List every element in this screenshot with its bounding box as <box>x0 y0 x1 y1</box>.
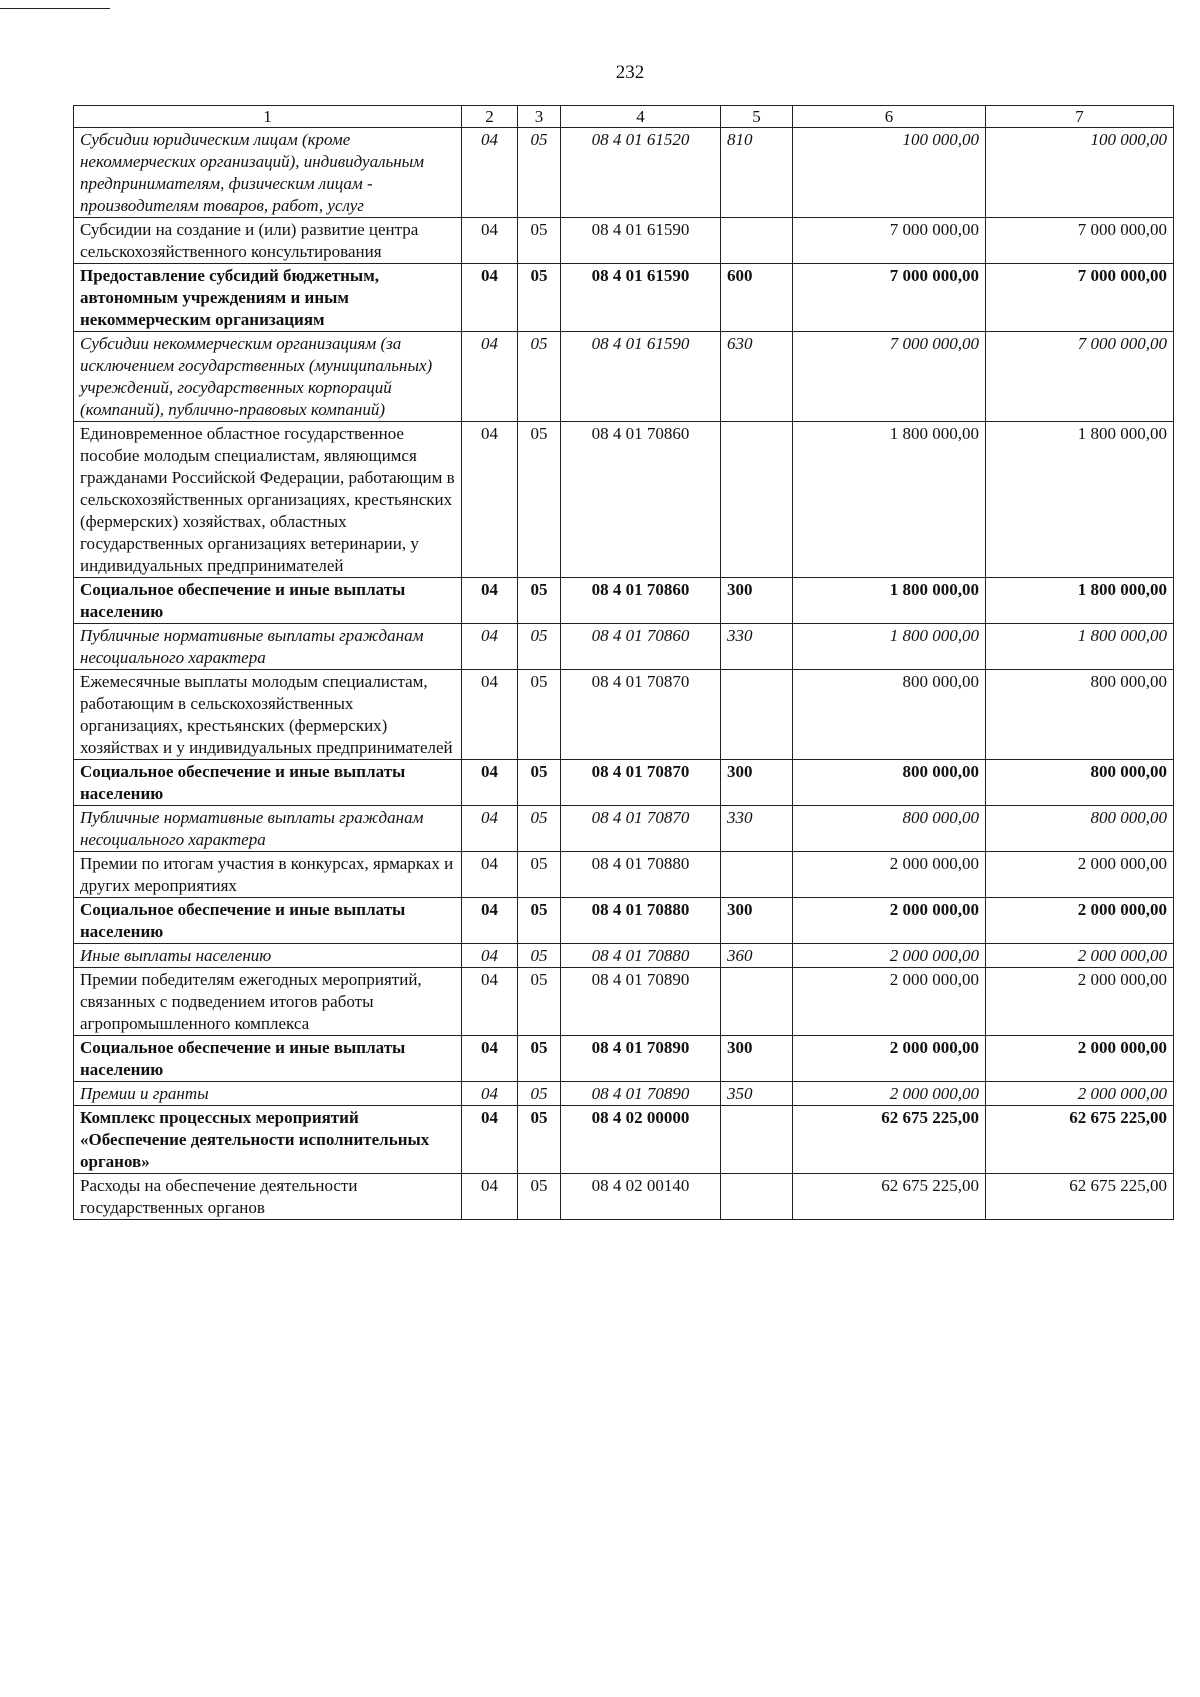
amount-year2-cell: 800 000,00 <box>986 670 1174 760</box>
subsection-code-cell: 05 <box>518 1106 561 1174</box>
target-article-cell: 08 4 01 70870 <box>561 670 721 760</box>
expense-type-cell: 330 <box>721 624 793 670</box>
table-row <box>74 806 1174 852</box>
row-name-cell: Ежемесячные выплаты молодым специалистам, работающим в сельскохозяйственных организациях, крестьянских (фермерских) хозяйствах и у индивидуальных предпринимателей <box>74 670 462 760</box>
table-row <box>74 332 1174 422</box>
target-article-cell: 08 4 01 61590 <box>561 218 721 264</box>
target-article-cell: 08 4 01 61520 <box>561 128 721 218</box>
row-name-cell: Единовременное областное государственное пособие молодым специалистам, являющимся гражданами Российской Федерации, работающим в сельскохозяйственных организациях, крестьянских (фермерских) хозяйствах, областных государственных организациях ветеринарии, у индивидуальных предпринимателей <box>74 422 462 578</box>
amount-year1-cell: 7 000 000,00 <box>793 332 986 422</box>
subsection-code-cell: 05 <box>518 1082 561 1106</box>
target-article-cell: 08 4 01 61590 <box>561 264 721 332</box>
row-name-cell: Социальное обеспечение и иные выплаты населению <box>74 760 462 806</box>
expense-type-cell: 600 <box>721 264 793 332</box>
table-row <box>74 944 1174 968</box>
amount-year1-cell: 7 000 000,00 <box>793 264 986 332</box>
expense-type-cell: 300 <box>721 760 793 806</box>
expense-type-cell: 300 <box>721 898 793 944</box>
amount-year1-cell: 800 000,00 <box>793 670 986 760</box>
amount-year2-cell: 7 000 000,00 <box>986 264 1174 332</box>
column-header: 3 <box>518 106 561 128</box>
amount-year1-cell: 2 000 000,00 <box>793 898 986 944</box>
amount-year2-cell: 2 000 000,00 <box>986 1082 1174 1106</box>
amount-year1-cell: 62 675 225,00 <box>793 1106 986 1174</box>
amount-year1-cell: 62 675 225,00 <box>793 1174 986 1220</box>
section-code-cell: 04 <box>462 128 518 218</box>
target-article-cell: 08 4 01 70860 <box>561 624 721 670</box>
table-row <box>74 670 1174 760</box>
amount-year1-cell: 1 800 000,00 <box>793 422 986 578</box>
subsection-code-cell: 05 <box>518 422 561 578</box>
page-number: 232 <box>615 62 645 83</box>
expense-type-cell: 300 <box>721 1036 793 1082</box>
section-code-cell: 04 <box>462 1106 518 1174</box>
section-code-cell: 04 <box>462 852 518 898</box>
section-code-cell: 04 <box>462 422 518 578</box>
row-name-cell: Иные выплаты населению <box>74 944 462 968</box>
subsection-code-cell: 05 <box>518 944 561 968</box>
row-name-cell: Публичные нормативные выплаты гражданам несоциального характера <box>74 624 462 670</box>
row-name-cell: Комплекс процессных мероприятий «Обеспечение деятельности исполнительных органов» <box>74 1106 462 1174</box>
table-row <box>74 1106 1174 1174</box>
section-code-cell: 04 <box>462 1174 518 1220</box>
section-code-cell: 04 <box>462 264 518 332</box>
subsection-code-cell: 05 <box>518 264 561 332</box>
expense-type-cell <box>721 422 793 578</box>
amount-year1-cell: 100 000,00 <box>793 128 986 218</box>
subsection-code-cell: 05 <box>518 1174 561 1220</box>
row-name-cell: Расходы на обеспечение деятельности государственных органов <box>74 1174 462 1220</box>
table-row <box>74 264 1174 332</box>
row-name-cell: Премии и гранты <box>74 1082 462 1106</box>
expense-type-cell: 330 <box>721 806 793 852</box>
row-name-cell: Субсидии юридическим лицам (кроме некоммерческих организаций), индивидуальным предпринимателям, физическим лицам - производителям товаров, работ, услуг <box>74 128 462 218</box>
scan-corner-mark <box>0 0 110 9</box>
target-article-cell: 08 4 01 70860 <box>561 578 721 624</box>
column-header: 4 <box>561 106 721 128</box>
target-article-cell: 08 4 01 70890 <box>561 1036 721 1082</box>
target-article-cell: 08 4 02 00000 <box>561 1106 721 1174</box>
target-article-cell: 08 4 01 70870 <box>561 760 721 806</box>
expense-type-cell <box>721 218 793 264</box>
expense-type-cell: 630 <box>721 332 793 422</box>
subsection-code-cell: 05 <box>518 128 561 218</box>
table-header-row <box>74 106 1174 128</box>
row-name-cell: Субсидии на создание и (или) развитие центра сельскохозяйственного консультирования <box>74 218 462 264</box>
expense-type-cell <box>721 968 793 1036</box>
section-code-cell: 04 <box>462 1082 518 1106</box>
row-name-cell: Публичные нормативные выплаты гражданам несоциального характера <box>74 806 462 852</box>
section-code-cell: 04 <box>462 898 518 944</box>
target-article-cell: 08 4 01 70890 <box>561 968 721 1036</box>
amount-year2-cell: 2 000 000,00 <box>986 852 1174 898</box>
expense-type-cell: 360 <box>721 944 793 968</box>
section-code-cell: 04 <box>462 578 518 624</box>
amount-year2-cell: 1 800 000,00 <box>986 578 1174 624</box>
table-row <box>74 128 1174 218</box>
amount-year2-cell: 2 000 000,00 <box>986 898 1174 944</box>
amount-year2-cell: 62 675 225,00 <box>986 1174 1174 1220</box>
subsection-code-cell: 05 <box>518 898 561 944</box>
expense-type-cell: 300 <box>721 578 793 624</box>
amount-year2-cell: 100 000,00 <box>986 128 1174 218</box>
subsection-code-cell: 05 <box>518 578 561 624</box>
amount-year2-cell: 1 800 000,00 <box>986 624 1174 670</box>
table-row <box>74 968 1174 1036</box>
amount-year2-cell: 800 000,00 <box>986 806 1174 852</box>
amount-year1-cell: 1 800 000,00 <box>793 624 986 670</box>
expense-type-cell: 810 <box>721 128 793 218</box>
section-code-cell: 04 <box>462 944 518 968</box>
amount-year2-cell: 62 675 225,00 <box>986 1106 1174 1174</box>
table-row <box>74 1036 1174 1082</box>
budget-table <box>73 105 1174 1220</box>
amount-year2-cell: 7 000 000,00 <box>986 332 1174 422</box>
table-row <box>74 422 1174 578</box>
amount-year1-cell: 800 000,00 <box>793 760 986 806</box>
target-article-cell: 08 4 01 61590 <box>561 332 721 422</box>
row-name-cell: Социальное обеспечение и иные выплаты населению <box>74 898 462 944</box>
subsection-code-cell: 05 <box>518 1036 561 1082</box>
subsection-code-cell: 05 <box>518 670 561 760</box>
target-article-cell: 08 4 01 70890 <box>561 1082 721 1106</box>
table-row <box>74 760 1174 806</box>
amount-year1-cell: 2 000 000,00 <box>793 1082 986 1106</box>
amount-year1-cell: 2 000 000,00 <box>793 852 986 898</box>
column-header: 1 <box>74 106 462 128</box>
table-row <box>74 898 1174 944</box>
target-article-cell: 08 4 02 00140 <box>561 1174 721 1220</box>
row-name-cell: Социальное обеспечение и иные выплаты населению <box>74 1036 462 1082</box>
amount-year1-cell: 2 000 000,00 <box>793 1036 986 1082</box>
section-code-cell: 04 <box>462 1036 518 1082</box>
column-header: 7 <box>986 106 1174 128</box>
section-code-cell: 04 <box>462 670 518 760</box>
table-row <box>74 1082 1174 1106</box>
amount-year2-cell: 2 000 000,00 <box>986 1036 1174 1082</box>
column-header: 5 <box>721 106 793 128</box>
row-name-cell: Предоставление субсидий бюджетным, автономным учреждениям и иным некоммерческим организациям <box>74 264 462 332</box>
subsection-code-cell: 05 <box>518 968 561 1036</box>
section-code-cell: 04 <box>462 806 518 852</box>
amount-year2-cell: 800 000,00 <box>986 760 1174 806</box>
section-code-cell: 04 <box>462 968 518 1036</box>
subsection-code-cell: 05 <box>518 332 561 422</box>
subsection-code-cell: 05 <box>518 806 561 852</box>
amount-year1-cell: 1 800 000,00 <box>793 578 986 624</box>
subsection-code-cell: 05 <box>518 852 561 898</box>
section-code-cell: 04 <box>462 332 518 422</box>
target-article-cell: 08 4 01 70880 <box>561 852 721 898</box>
section-code-cell: 04 <box>462 760 518 806</box>
amount-year2-cell: 2 000 000,00 <box>986 968 1174 1036</box>
target-article-cell: 08 4 01 70880 <box>561 898 721 944</box>
table-row <box>74 624 1174 670</box>
amount-year1-cell: 7 000 000,00 <box>793 218 986 264</box>
amount-year2-cell: 2 000 000,00 <box>986 944 1174 968</box>
subsection-code-cell: 05 <box>518 760 561 806</box>
row-name-cell: Социальное обеспечение и иные выплаты населению <box>74 578 462 624</box>
section-code-cell: 04 <box>462 218 518 264</box>
target-article-cell: 08 4 01 70860 <box>561 422 721 578</box>
amount-year2-cell: 7 000 000,00 <box>986 218 1174 264</box>
table-row <box>74 852 1174 898</box>
table-row <box>74 578 1174 624</box>
expense-type-cell <box>721 1106 793 1174</box>
expense-type-cell: 350 <box>721 1082 793 1106</box>
section-code-cell: 04 <box>462 624 518 670</box>
row-name-cell: Субсидии некоммерческим организациям (за исключением государственных (муниципальных) учреждений, государственных корпораций (компаний), публично-правовых компаний) <box>74 332 462 422</box>
column-header: 2 <box>462 106 518 128</box>
target-article-cell: 08 4 01 70870 <box>561 806 721 852</box>
table-row <box>74 218 1174 264</box>
column-header: 6 <box>793 106 986 128</box>
subsection-code-cell: 05 <box>518 624 561 670</box>
amount-year1-cell: 2 000 000,00 <box>793 968 986 1036</box>
expense-type-cell <box>721 1174 793 1220</box>
subsection-code-cell: 05 <box>518 218 561 264</box>
amount-year1-cell: 800 000,00 <box>793 806 986 852</box>
expense-type-cell <box>721 670 793 760</box>
amount-year2-cell: 1 800 000,00 <box>986 422 1174 578</box>
table-row <box>74 1174 1174 1220</box>
row-name-cell: Премии победителям ежегодных мероприятий, связанных с подведением итогов работы агропромышленного комплекса <box>74 968 462 1036</box>
amount-year1-cell: 2 000 000,00 <box>793 944 986 968</box>
row-name-cell: Премии по итогам участия в конкурсах, ярмарках и других мероприятиях <box>74 852 462 898</box>
target-article-cell: 08 4 01 70880 <box>561 944 721 968</box>
expense-type-cell <box>721 852 793 898</box>
